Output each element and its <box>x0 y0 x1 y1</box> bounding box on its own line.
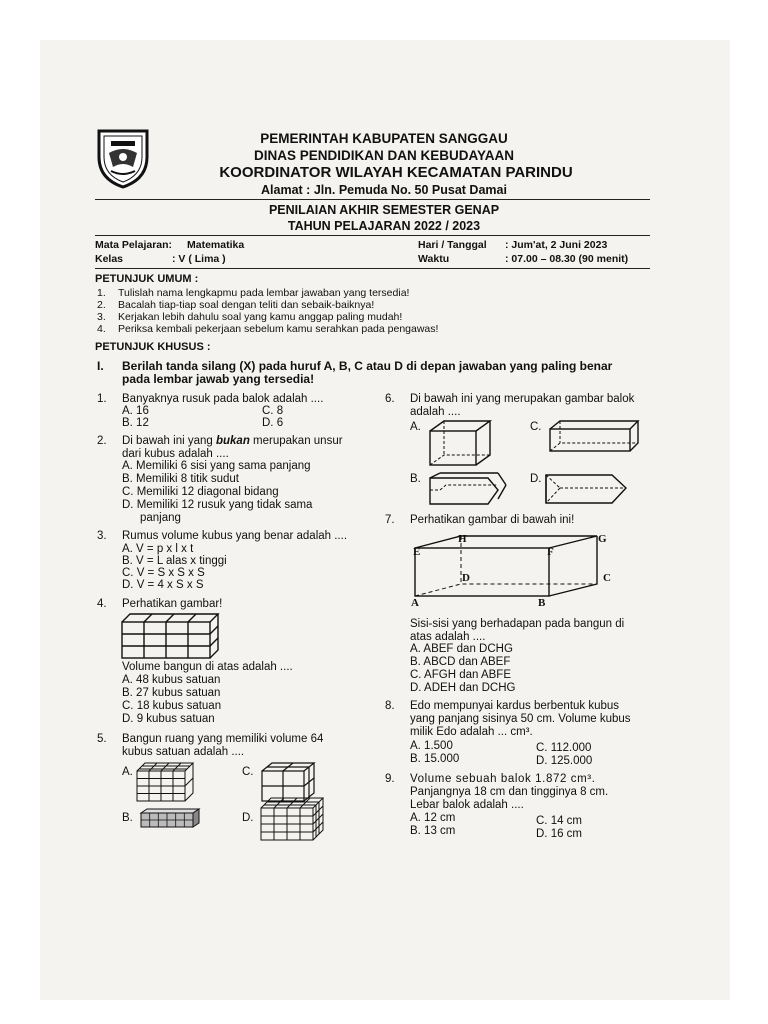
q7-label-e: E <box>413 546 421 558</box>
q2-option-b: B. Memiliki 8 titik sudut <box>122 473 239 485</box>
special-title: PETUNJUK KHUSUS : <box>95 341 211 353</box>
q8-text-2: yang panjang sisinya 50 cm. Volume kubus <box>410 713 631 725</box>
q8-option-a: A. 1.500 <box>410 740 453 752</box>
q2-option-d-cont: panjang <box>140 512 181 524</box>
q2-text-2: dari kubus adalah .... <box>122 448 229 460</box>
q6-option-c: C. <box>530 421 542 433</box>
q6-option-b: B. <box>410 473 421 485</box>
q1-text: Banyaknya rusuk pada balok adalah .... <box>122 393 324 405</box>
q8-number: 8. <box>385 700 395 712</box>
q3-option-b: B. V = L alas x tinggi <box>122 555 227 567</box>
q5-option-d-figure <box>261 798 329 842</box>
q6-option-d: D. <box>530 473 542 485</box>
q5-option-c-figure <box>262 763 322 803</box>
class-value: : V ( Lima ) <box>172 253 226 265</box>
q7-number: 7. <box>385 514 395 526</box>
exam-title: PENILAIAN AKHIR SEMESTER GENAP <box>268 203 500 217</box>
school-year: TAHUN PELAJARAN 2022 / 2023 <box>287 219 481 233</box>
section-number: I. <box>97 359 104 373</box>
q8-option-b: B. 15.000 <box>410 753 460 765</box>
header-line2: DINAS PENDIDIKAN DAN KEBUDAYAAN <box>253 148 515 163</box>
q9-text-2: Panjangnya 18 cm dan tingginya 8 cm. <box>410 786 609 798</box>
q8-text-1: Edo mempunyai kardus berbentuk kubus <box>410 700 620 712</box>
q6-option-d-figure <box>546 471 636 507</box>
general-text-1: Tulislah nama lengkapmu pada lembar jawaban yang tersedia! <box>118 287 410 299</box>
q2-option-d: D. Memiliki 12 rusuk yang tidak sama <box>122 499 313 511</box>
q3-number: 3. <box>97 530 107 542</box>
q7-text-2: Sisi-sisi yang berhadapan pada bangun di <box>410 618 625 630</box>
q4-cube-block-figure <box>122 614 222 660</box>
q5-text-2: kubus satuan adalah .... <box>122 746 245 758</box>
q7-label-h: H <box>458 533 467 545</box>
header-address: Alamat : Jln. Pemuda No. 50 Pusat Damai <box>261 183 507 197</box>
q9-option-a: A. 12 cm <box>410 812 456 824</box>
q6-option-a-figure <box>430 421 496 467</box>
q7-label-f: F <box>547 546 554 558</box>
q7-label-c: C <box>603 572 611 584</box>
general-num-3: 3. <box>97 311 106 323</box>
q4-text-2: Volume bangun di atas adalah .... <box>122 661 293 673</box>
q2-number: 2. <box>97 435 107 447</box>
q6-option-c-figure <box>540 421 640 455</box>
q5-option-a-figure <box>137 763 197 803</box>
q3-option-a: A. V = p x l x t <box>122 543 194 555</box>
q3-option-d: D. V = 4 x S x S <box>122 579 204 591</box>
q5-option-b: B. <box>122 812 133 824</box>
q5-text-1: Bangun ruang yang memiliki volume 64 <box>122 733 324 745</box>
q4-option-c: C. 18 kubus satuan <box>122 700 222 712</box>
q9-option-d: D. 16 cm <box>536 828 583 840</box>
header-line1: PEMERINTAH KABUPATEN SANGGAU <box>260 131 508 146</box>
general-text-2: Bacalah tiap-tiap soal dengan teliti dan sebaik-baiknya! <box>118 299 375 311</box>
q5-option-d: D. <box>242 812 254 824</box>
q2-option-a: A. Memiliki 6 sisi yang sama panjang <box>122 460 311 472</box>
subject-label: Mata Pelajaran: <box>95 239 173 251</box>
general-num-1: 1. <box>97 287 106 299</box>
time-label: Waktu <box>418 253 450 265</box>
q1-option-b: B. 12 <box>122 417 149 429</box>
q1-option-d: D. 6 <box>262 417 284 429</box>
q2-option-c: C. Memiliki 12 diagonal bidang <box>122 486 279 498</box>
q1-number: 1. <box>97 393 107 405</box>
general-text-4: Periksa kembali pekerjaan sebelum kamu serahkan pada pengawas! <box>118 323 439 335</box>
q6-option-a: A. <box>410 421 421 433</box>
section-instruction-2: pada lembar jawab yang tersedia! <box>122 372 315 386</box>
q3-option-c: C. V = S x S x S <box>122 567 205 579</box>
q4-text: Perhatikan gambar! <box>122 598 223 610</box>
q4-option-d: D. 9 kubus satuan <box>122 713 215 725</box>
general-title: PETUNJUK UMUM : <box>95 273 199 285</box>
general-text-3: Kerjakan lebih dahulu soal yang kamu anggap paling mudah! <box>118 311 403 323</box>
q3-text: Rumus volume kubus yang benar adalah .... <box>122 530 348 542</box>
q8-option-c: C. 112.000 <box>536 742 592 754</box>
q9-option-c: C. 14 cm <box>536 815 583 827</box>
q5-number: 5. <box>97 733 107 745</box>
general-num-2: 2. <box>97 299 106 311</box>
q8-text-3: milik Edo adalah ... cm³. <box>410 726 533 738</box>
title-divider <box>95 235 650 236</box>
day-label: Hari / Tanggal <box>418 239 487 251</box>
q2-text: Di bawah ini yang bukan merupakan unsur <box>122 435 343 447</box>
section-instruction-1: Berilah tanda silang (X) pada huruf A, B, C atau D di depan jawaban yang paling benar <box>122 359 613 373</box>
q9-number: 9. <box>385 773 395 785</box>
q4-option-a: A. 48 kubus satuan <box>122 674 221 686</box>
q6-number: 6. <box>385 393 395 405</box>
general-num-4: 4. <box>97 323 106 335</box>
q7-option-a: A. ABEF dan DCHG <box>410 643 513 655</box>
q7-text-3: atas adalah .... <box>410 631 486 643</box>
q7-option-d: D. ADEH dan DCHG <box>410 682 516 694</box>
class-label: Kelas <box>95 253 124 265</box>
q7-label-a: A <box>411 597 419 609</box>
q7-cuboid-figure <box>415 536 605 600</box>
q2-emphasis: bukan <box>215 435 250 447</box>
time-value: : 07.00 – 08.30 (90 menit) <box>505 253 629 265</box>
q5-option-b-figure <box>141 809 203 829</box>
q8-option-d: D. 125.000 <box>536 755 593 767</box>
subject-value: Matematika <box>187 239 245 251</box>
q6-option-b-figure <box>430 473 510 509</box>
q7-option-c: C. AFGH dan ABFE <box>410 669 511 681</box>
q6-text-2: adalah .... <box>410 406 461 418</box>
q1-option-a: A. 16 <box>122 405 149 417</box>
q4-number: 4. <box>97 598 107 610</box>
q7-label-g: G <box>598 533 607 545</box>
q7-label-d: D <box>462 572 470 584</box>
q7-label-b: B <box>538 597 546 609</box>
q7-text: Perhatikan gambar di bawah ini! <box>410 514 575 526</box>
header-line3: KOORDINATOR WILAYAH KECAMATAN PARINDU <box>219 164 573 181</box>
q7-option-b: B. ABCD dan ABEF <box>410 656 511 668</box>
info-divider <box>95 268 650 269</box>
q4-option-b: B. 27 kubus satuan <box>122 687 221 699</box>
q9-text-1: Volume sebuah balok 1.872 cm³. <box>410 773 596 785</box>
q9-text-3: Lebar balok adalah .... <box>410 799 524 811</box>
q6-text-1: Di bawah ini yang merupakan gambar balok <box>410 393 635 405</box>
q1-option-c: C. 8 <box>262 405 284 417</box>
q9-option-b: B. 13 cm <box>410 825 456 837</box>
q5-option-c: C. <box>242 766 254 778</box>
header-divider <box>95 199 650 200</box>
day-value: : Jum'at, 2 Juni 2023 <box>505 239 608 251</box>
q5-option-a: A. <box>122 766 133 778</box>
